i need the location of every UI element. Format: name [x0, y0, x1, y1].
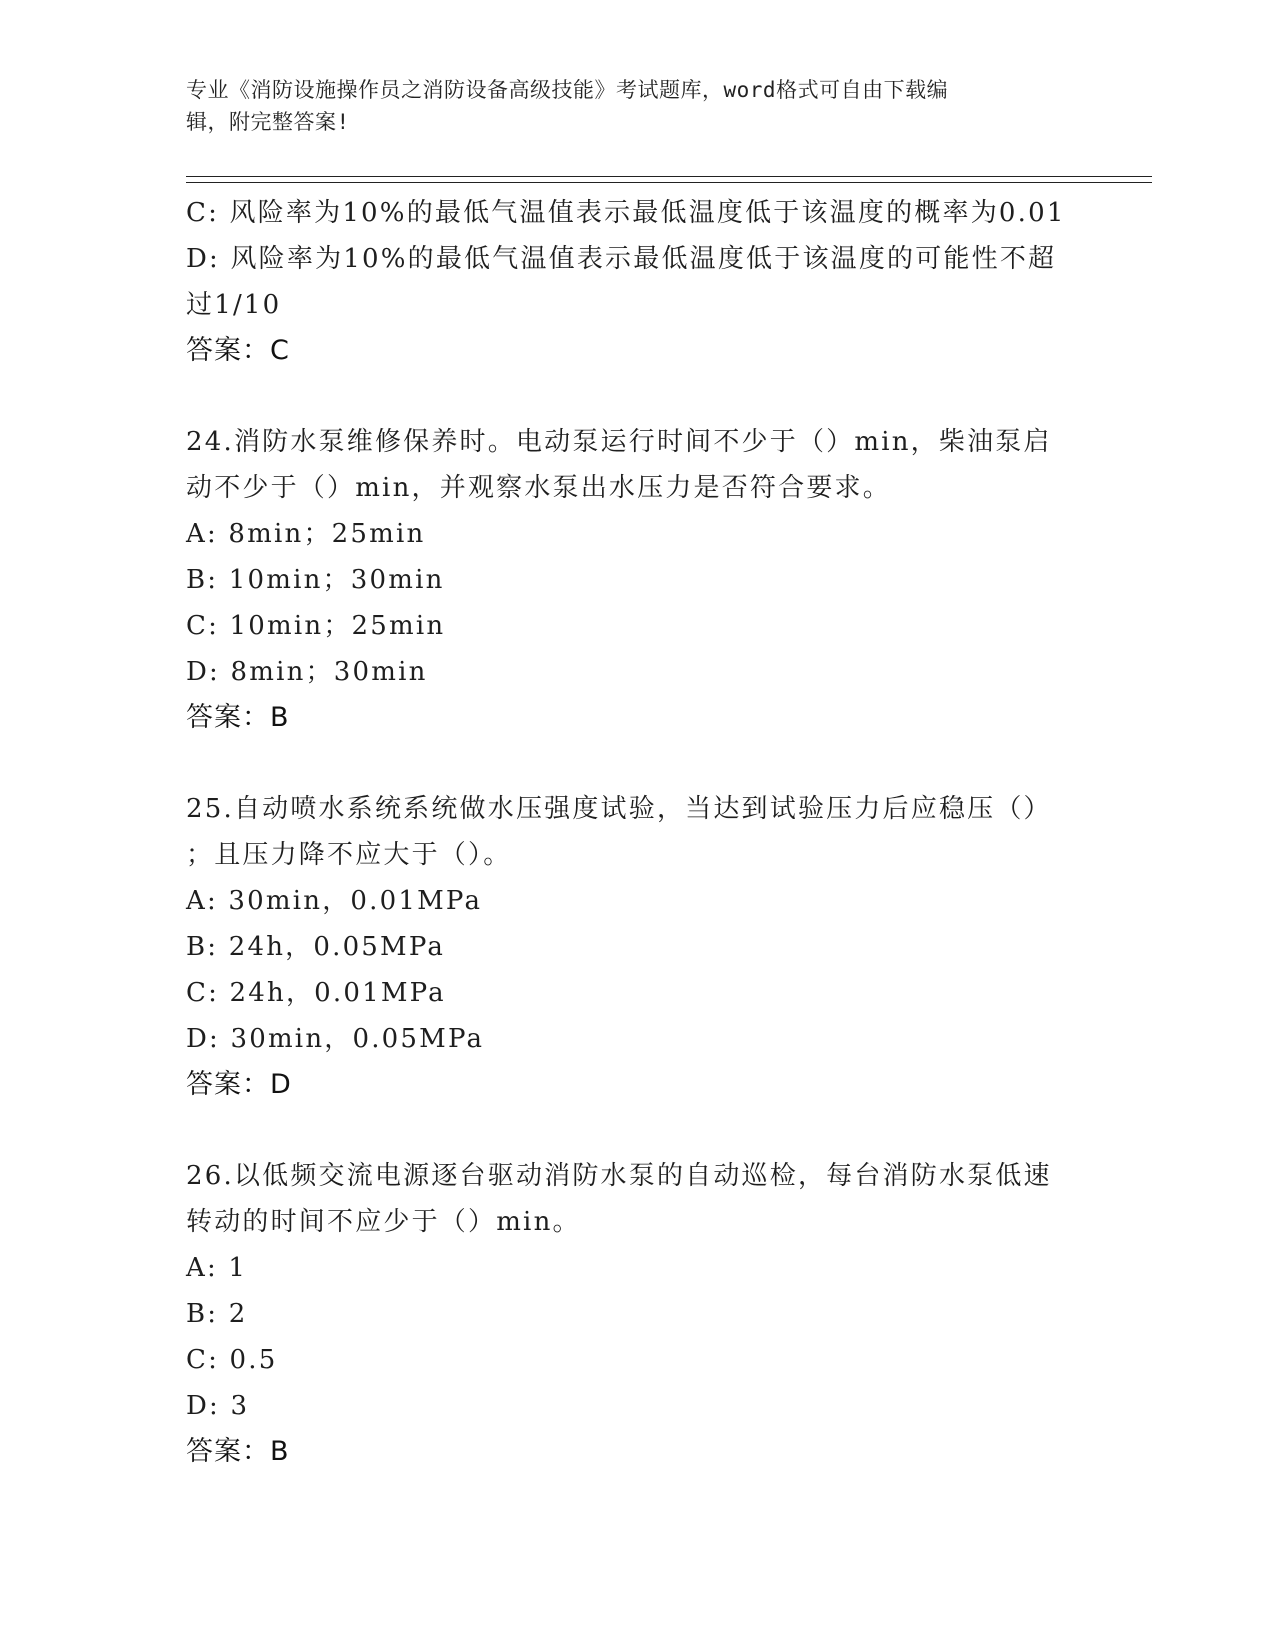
- header-line-2: 辑，附完整答案!: [186, 110, 350, 134]
- answer: 答案：B: [186, 1436, 290, 1467]
- option-d: D: 8min；30min: [186, 657, 428, 687]
- question-stem-line: 26.以低频交流电源逐台驱动消防水泵的自动巡检，每台消防水泵低速: [186, 1161, 1052, 1191]
- question-stem-line: 转动的时间不应少于（）min。: [186, 1207, 581, 1237]
- answer: 答案：B: [186, 702, 290, 733]
- answer: 答案：D: [186, 1069, 292, 1100]
- option-d: D: 3: [186, 1391, 250, 1421]
- option-a: A: 8min；25min: [186, 519, 426, 549]
- answer: 答案：C: [186, 335, 290, 366]
- document-header: [186, 74, 1066, 138]
- option-b: B: 10min；30min: [186, 565, 445, 595]
- option-d-continued: 过1/10: [186, 290, 282, 320]
- question-list: [186, 190, 1076, 1475]
- option-a: A: 1: [186, 1253, 248, 1283]
- header-divider-top: [186, 176, 1152, 177]
- option-d: D: 30min，0.05MPa: [186, 1024, 485, 1054]
- question-24: [186, 419, 1076, 741]
- question-26: [186, 1153, 1076, 1475]
- option-c: C: 风险率为10%的最低气温值表示最低温度低于该温度的概率为0.01: [186, 198, 1066, 228]
- option-a: A: 30min，0.01MPa: [186, 886, 483, 916]
- option-c: C: 10min；25min: [186, 611, 446, 641]
- question-stem-line: 25.自动喷水系统系统做水压强度试验，当达到试验压力后应稳压（）: [186, 794, 1052, 824]
- question-stem-line: ；且压力降不应大于（）。: [186, 840, 512, 870]
- previous-question-tail: [186, 190, 1076, 374]
- option-c: C: 0.5: [186, 1345, 278, 1375]
- question-stem-line: 24.消防水泵维修保养时。电动泵运行时间不少于（）min，柴油泵启: [186, 427, 1052, 457]
- option-c: C: 24h，0.01MPa: [186, 978, 446, 1008]
- question-stem-line: 动不少于（）min，并观察水泵出水压力是否符合要求。: [186, 473, 891, 503]
- header-line-1: 专业《消防设施操作员之消防设备高级技能》考试题库，word格式可自由下载编: [186, 78, 949, 102]
- question-25: [186, 786, 1076, 1108]
- header-divider-bottom: [186, 182, 1152, 183]
- option-d: D: 风险率为10%的最低气温值表示最低温度低于该温度的可能性不超: [186, 244, 1057, 274]
- option-b: B: 2: [186, 1299, 248, 1329]
- option-b: B: 24h，0.05MPa: [186, 932, 446, 962]
